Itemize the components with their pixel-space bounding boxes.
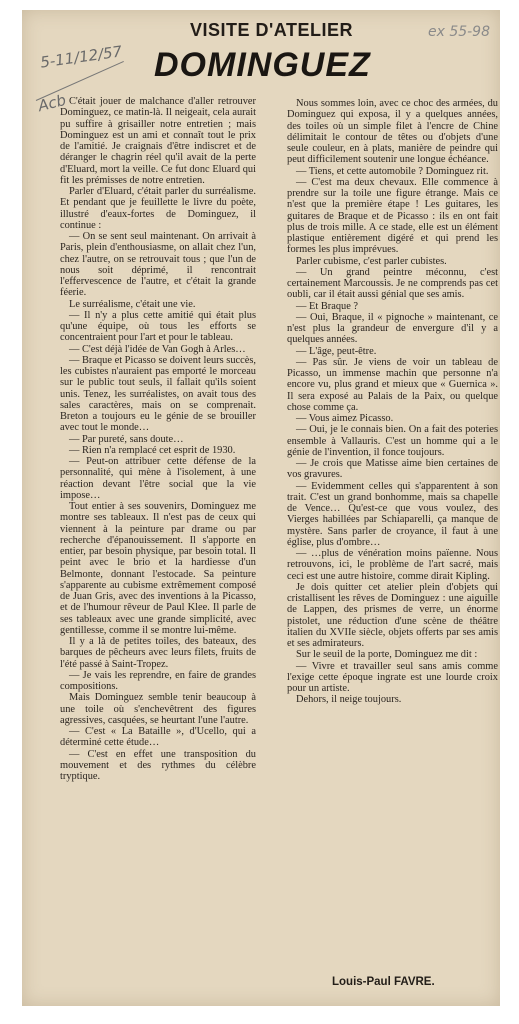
paragraph: Le surréalisme, c'était une vie. xyxy=(69,298,196,310)
handwritten-reference: ex 55-98 xyxy=(427,24,490,40)
paragraph: — Et Braque ? xyxy=(296,300,359,312)
newspaper-clipping xyxy=(22,10,500,1006)
paragraph: — C'est déjà l'idée de Van Gogh à Arles… xyxy=(69,343,246,355)
paragraph: — Un grand peintre méconnu, c'est certainement Marcoussis. Je ne comprends pas cet oubli, car il était aussi génial que ses amis. xyxy=(287,266,498,301)
paragraph: — On se sent seul maintenant. On arrivait à Paris, plein d'enthousiasme, on allait chez l'un, chez l'autre, on se retrouvait tous ; que l'un de nous soit déprimé, il rencontrait l'effervescence de l'autre, et c'était la grande féerie. xyxy=(60,231,256,299)
paragraph: Nous sommes loin, avec ce choc des armées, du Dominguez qui exposa, il y a quelques années, des toiles où un simple filet à l'encre de Chine délimitait le contour de têtes ou d'objets d'une seule couleur, en à plats, manière de peindre qui peut difficilement soutenir une longue échéance. xyxy=(287,98,498,166)
paragraph: Tout entier à ses souvenirs, Dominguez me montre ses tableaux. Il n'est pas de ceux qui viennent à la peinture par drame ou par recherche d'épanouissement. Il s'apporte en entier, par besoin physique, par besoin total. Il peint avec le brio et la hardiesse d'un Belmonte, donnant l'estocade. Sa peinture s'apparente au cubisme extrêmement composé de Juan Gris, avec des inventions à la Picasso, et de l'humour rêveur de Paul Klee. Il parle de ses tableaux avec une grande simplicité, avec gentillesse, comme il se montre lui-même. xyxy=(60,501,256,636)
article-column-right xyxy=(287,98,498,958)
paragraph: Je dois quitter cet atelier plein d'objets qui cristallisent les rêves de Dominguez : une aiguille de Lappen, des prismes de verre, un énorme pistolet, une réduction d'une scène de théâtre italien du XVIIe siècle, objets offerts par ses amis et ses admirateurs. xyxy=(287,581,498,649)
article-title: DOMINGUEZ xyxy=(154,46,371,84)
paragraph: — Oui, Braque, il « pignoche » maintenant, ce n'est plus la grandeur de envergure d'il y a quelques années. xyxy=(287,311,498,346)
paragraph: — C'est « La Bataille », d'Ucello, qui a déterminé cette étude… xyxy=(60,726,256,749)
handwritten-initials: Acb xyxy=(36,90,68,116)
paragraph: Sur le seuil de la porte, Dominguez me dit : xyxy=(296,649,478,661)
paragraph: Parler d'Eluard, c'était parler du surréalisme. Et pendant que je feuillette le livre du poète, illustré d'eaux-fortes de Dominguez, il continue : xyxy=(60,186,256,231)
paragraph: — Braque et Picasso se doivent leurs succès, les cubistes n'auraient pas emporté le morceau sur le public tout seuls, il fallait qu'ils soient unis. Tenez, les surréalistes, on avait tous des sales caractères, mais on se comprenait. Breton a toujours eu le génie de se brouiller avec tout le monde… xyxy=(60,354,256,434)
paragraph: Dehors, il neige toujours. xyxy=(296,694,402,706)
paragraph: — Je crois que Matisse aime bien certaines de vos gravures. xyxy=(287,458,498,481)
paragraph: Il y a là de petites toiles, des bateaux, des barques de pêcheurs avec leurs filets, fruits de l'été passé à Saint-Tropez. xyxy=(60,636,256,670)
paragraph: Parler cubisme, c'est parler cubistes. xyxy=(296,255,447,267)
paragraph: — Evidemment celles qui s'apparentent à son trait. C'est un grand bonhomme, mais sa chapelle de Vence… Qu'est-ce que vous voulez, des Vierges habillées par Schiaparelli, ça manque de mystère. Sans parler de croyance, il faut à une église, plus d'ombre… xyxy=(287,480,498,548)
paragraph: — Je vais les reprendre, en faire de grandes compositions. xyxy=(60,669,256,692)
paragraph: — Oui, je le connais bien. On a fait des poteries ensemble à Vallauris. C'est un homme qui a le génie de l'invention, il fonce toujours. xyxy=(287,424,498,458)
paragraph: — C'est ma deux chevaux. Elle commence à prendre sur la toile une figure étrange. Mais ce n'est que la première étape ! Les guitares, les guitares de Braque et de Picasso : ils en ont fait plus de trois mille. A ce stade, elle est un élément plastique entièrement digéré et qui prend les formes les plus imprévues. xyxy=(287,176,498,256)
article-column-left xyxy=(60,96,256,996)
paragraph: C'était jouer de malchance d'aller retrouver Dominguez, ce matin-là. Il neigeait, cela aurait pu suffire à grisailler notre entretien ; mais Dominguez est un ami et connaît tout le prix de l'amitié. Je craignais d'être indiscret et de déranger le chagrin réel qu'il avait de la perte d'Eluard, mort la veille. Ce fut donc Eluard qui fit les prémisses de notre entretien. xyxy=(60,96,256,186)
paragraph: — Peut-on attribuer cette défense de la personnalité, qui mène à l'isolement, à une réaction devant l'être social que la vie impose… xyxy=(60,456,256,501)
paragraph: — C'est en effet une transposition du mouvement et des rythmes du célèbre tryptique. xyxy=(60,748,256,782)
article-rubric: VISITE D'ATELIER xyxy=(190,20,353,40)
author-byline: Louis-Paul FAVRE. xyxy=(332,976,435,988)
paragraph: Mais Dominguez semble tenir beaucoup à une toile où s'enchevêtrent des figures agressives, casquées, se heurtant l'une l'autre. xyxy=(60,692,256,726)
paragraph: — L'âge, peut-être. xyxy=(296,345,377,357)
paragraph: — …plus de vénération moins païenne. Nous retrouvons, ici, le problème de l'art sacré, mais ceci est une autre histoire, comme dirait Kipling. xyxy=(287,548,498,582)
handwritten-date: 5-11/12/57 xyxy=(39,42,124,72)
paragraph: — Il n'y a plus cette amitié qui était plus qu'une équipe, où tous les efforts se concentraient pour l'art et pour le tableau. xyxy=(60,309,256,344)
paragraph: — Vous aimez Picasso. xyxy=(296,413,394,424)
paragraph: — Tiens, et cette automobile ? Dominguez rit. xyxy=(296,165,489,177)
paragraph: — Vivre et travailler seul sans amis comme l'exige cette époque ingrate est une lourde croix pour un artiste. xyxy=(287,660,498,694)
paragraph: — Par pureté, sans doute… xyxy=(69,433,184,445)
paragraph: — Rien n'a remplacé cet esprit de 1930. xyxy=(69,444,236,456)
paragraph: — Pas sûr. Je viens de voir un tableau de Picasso, un immense machin que personne n'a encore vu, plus grand et mieux que « Guernica ». Il sera exposé au Palais de la Paix, ou quelque chose comme ça. xyxy=(287,356,498,413)
